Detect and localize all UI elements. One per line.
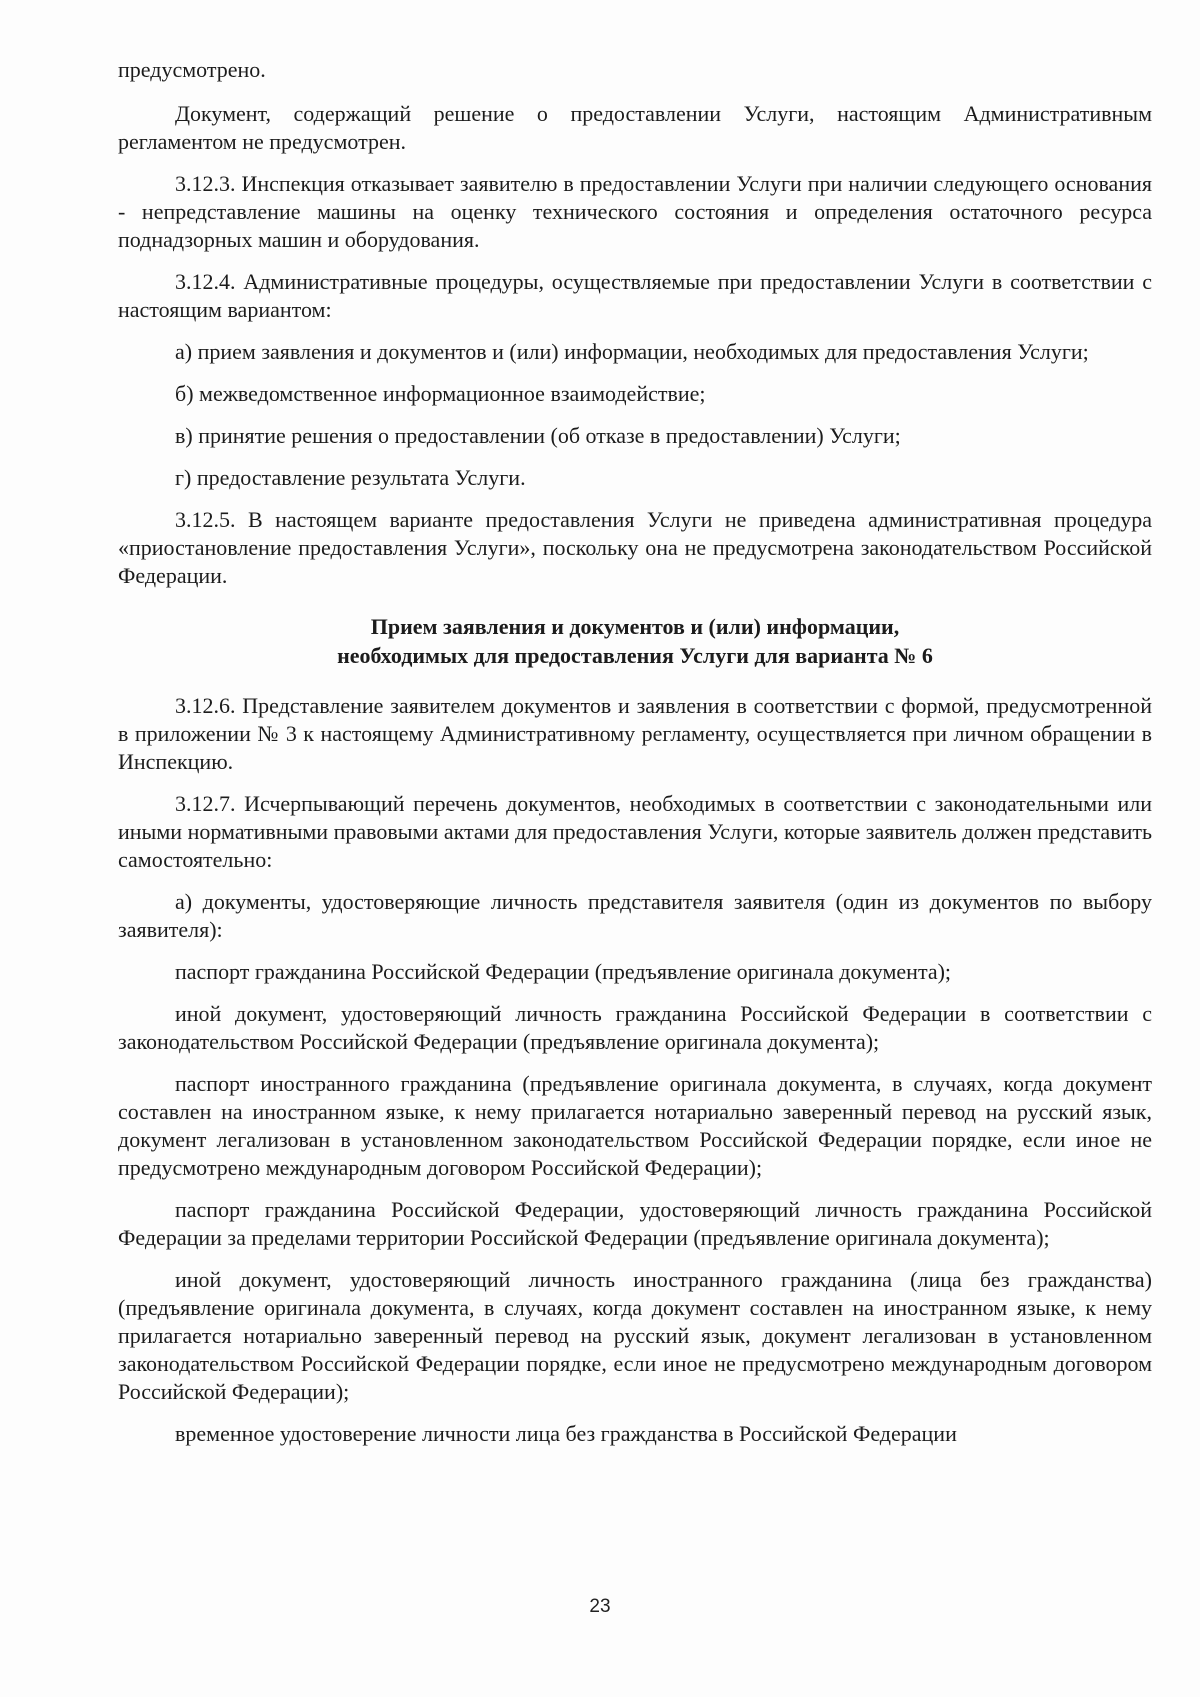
section-heading [118,612,1152,670]
paragraph-3-12-4: 3.12.4. Административные процедуры, осуществляемые при предоставлении Услуги в соответствии с настоящим вариантом: [118,269,1152,322]
list-item-a: а) прием заявления и документов и (или) информации, необходимых для предоставления Услуги; [175,339,1089,364]
document-item-foreign-passport: паспорт иностранного гражданина (предъявление оригинала документа, в случаях, когда документ составлен на иностранном языке, к нему прилагается нотариально заверенный перевод на русский язык, документ легализован в установленном законодательством Российской Федерации порядке, если иное не предусмотрено международным договором Российской Федерации); [118,1071,1152,1180]
paragraph-decision-document: Документ, содержащий решение о предоставлении Услуги, настоящим Административным регламентом не предусмотрен. [118,101,1152,154]
list-item-b: б) межведомственное информационное взаимодействие; [175,381,706,406]
document-item-passport-rf: паспорт гражданина Российской Федерации (предъявление оригинала документа); [175,959,952,984]
document-item-foreign-travel-passport: паспорт гражданина Российской Федерации, удостоверяющий личность гражданина Российской Федерации за пределами территории Российской Федерации (предъявление оригинала документа); [118,1197,1152,1250]
document-item-temporary-id: временное удостоверение личности лица без гражданства в Российской Федерации [175,1421,957,1446]
paragraph-continuation: предусмотрено. [118,57,266,82]
paragraph-3-12-6: 3.12.6. Представление заявителем документов и заявления в соответствии с формой, предусмотренной в приложении № 3 к настоящему Административному регламенту, осуществляется при личном обращении в Инспекцию. [118,693,1152,774]
list-item-v: в) принятие решения о предоставлении (об отказе в предоставлении) Услуги; [175,423,901,448]
section-heading-line-2: необходимых для предоставления Услуги для варианта № 6 [337,643,933,668]
paragraph-3-12-3: 3.12.3. Инспекция отказывает заявителю в предоставлении Услуги при наличии следующего основания - непредставление машины на оценку технического состояния и определения остаточного ресурса поднадзорных машин и оборудования. [118,171,1152,252]
document-item-other-foreign: иной документ, удостоверяющий личность иностранного гражданина (лица без гражданства) (предъявление оригинала документа, в случаях, когда документ составлен на иностранном языке, к нему прилагается нотариально заверенный перевод на русский язык, документ легализован в установленном законодательством Российской Федерации порядке, если иное не предусмотрено международным договором Российской Федерации); [118,1267,1152,1404]
list-item-g: г) предоставление результата Услуги. [175,465,526,490]
document-item-other-rf: иной документ, удостоверяющий личность гражданина Российской Федерации в соответствии с законодательством Российской Федерации (предъявление оригинала документа); [118,1001,1152,1054]
section-heading-line-1: Прием заявления и документов и (или) информации, [370,614,900,639]
document-body [118,56,1152,1462]
list-item-a-documents: а) документы, удостоверяющие личность представителя заявителя (один из документов по выбору заявителя): [118,889,1152,942]
paragraph-3-12-5: 3.12.5. В настоящем варианте предоставления Услуги не приведена административная процедура «приостановление предоставления Услуги», поскольку она не предусмотрена законодательством Российской Федерации. [118,507,1152,588]
paragraph-3-12-7: 3.12.7. Исчерпывающий перечень документов, необходимых в соответствии с законодательными или иными нормативными правовыми актами для предоставления Услуги, которые заявитель должен представить самостоятельно: [118,791,1152,872]
page-number: 23 [589,1596,611,1617]
